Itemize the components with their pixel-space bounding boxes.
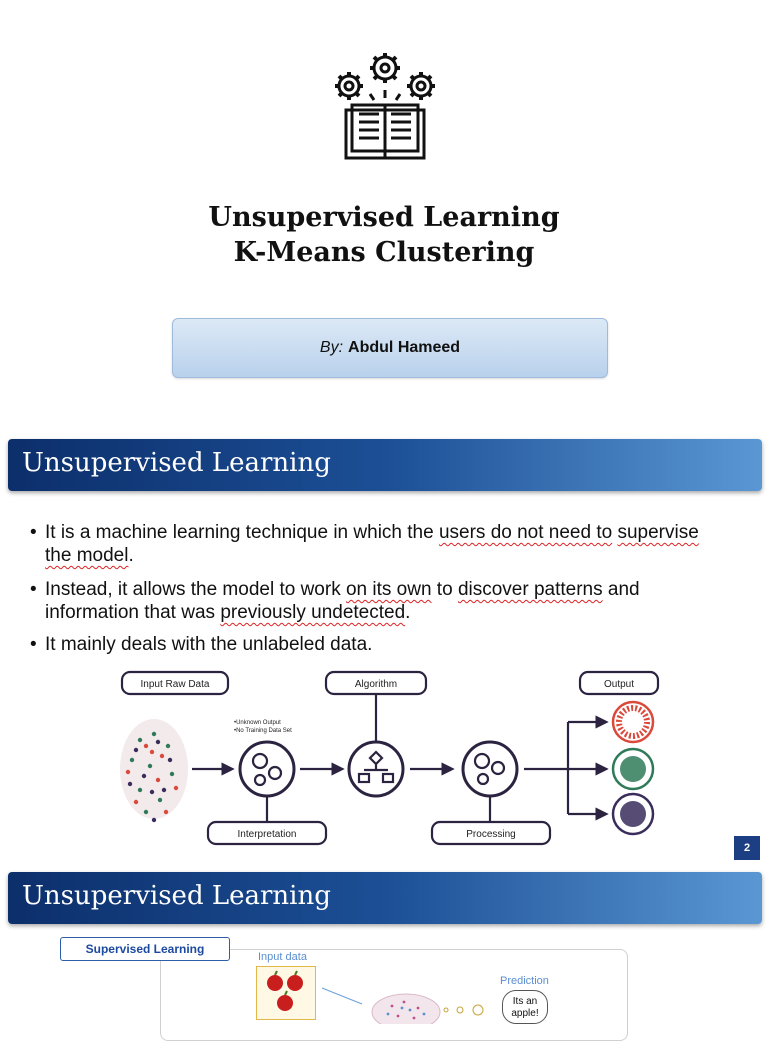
bullet-2-seg7: . [405, 602, 411, 623]
bullet-2-seg1: Instead, it allows the model to work [45, 579, 346, 600]
bullet-2 [30, 578, 730, 624]
bullet-1-underlined-2: supervise the model [45, 522, 699, 566]
presentation-subtitle: K-Means Clustering [233, 237, 535, 268]
gears-book-logo-icon [330, 50, 440, 162]
bullet-1 [30, 521, 730, 567]
interpretation-gears-circle [240, 742, 294, 796]
interpretation-label: Interpretation [237, 829, 297, 840]
bullet-2-underlined-2: discover patterns [457, 579, 603, 600]
bullet-1-text [45, 521, 730, 567]
bullet-2-text [45, 578, 730, 624]
prediction-flow [318, 984, 498, 1024]
slide3-header [8, 872, 762, 924]
bullet-3 [30, 633, 730, 656]
raw-data-scatter [120, 719, 188, 822]
prediction-bubble [502, 990, 548, 1024]
bullet-1-underlined-1: users do not need to [438, 522, 613, 543]
slide2-header [8, 439, 762, 491]
bullet-2-underlined-1: on its own [345, 579, 432, 600]
bullet-2-seg3: to [431, 579, 458, 600]
input-raw-data-label: Input Raw Data [140, 679, 210, 690]
author-name: Abdul Hameed [348, 339, 461, 356]
unknown-output-note: •Unknown Output [234, 720, 281, 726]
page-number-badge: 2 [734, 836, 760, 860]
bubble-line-1: Its an [512, 996, 538, 1007]
bullet-dot: • [30, 634, 37, 655]
bullet-1-seg1: It is a machine learning technique in which the [45, 522, 439, 543]
no-training-data-note: •No Training Data Set [234, 728, 292, 734]
author-prefix: By: [319, 339, 344, 356]
supervised-learning-label: Supervised Learning [60, 937, 230, 961]
apples-icon [257, 967, 315, 1019]
slide3-header-title: Unsupervised Learning [22, 881, 331, 911]
processing-gears-circle [463, 742, 517, 796]
algorithm-label: Algorithm [354, 679, 398, 690]
bullet-dot: • [30, 522, 37, 543]
unsupervised-learning-diagram [110, 662, 670, 852]
bullet-2-seg5: and information that was [45, 579, 640, 623]
apple-images-box [256, 966, 316, 1020]
bullet-1-seg4: . [128, 545, 134, 566]
author-box [172, 318, 608, 378]
prediction-label: Prediction [500, 975, 549, 987]
bubble-line-2: apple! [511, 1008, 539, 1019]
input-data-label: Input data [258, 951, 307, 963]
output-label: Output [603, 679, 635, 690]
presentation-title: Unsupervised Learning [208, 202, 560, 233]
bullet-dot: • [30, 579, 37, 600]
bullet-3-text: It mainly deals with the unlabeled data. [45, 634, 373, 655]
processing-label: Processing [466, 829, 516, 840]
bullet-2-underlined-3: previously undetected [220, 602, 406, 623]
slide2-header-title: Unsupervised Learning [22, 448, 331, 478]
